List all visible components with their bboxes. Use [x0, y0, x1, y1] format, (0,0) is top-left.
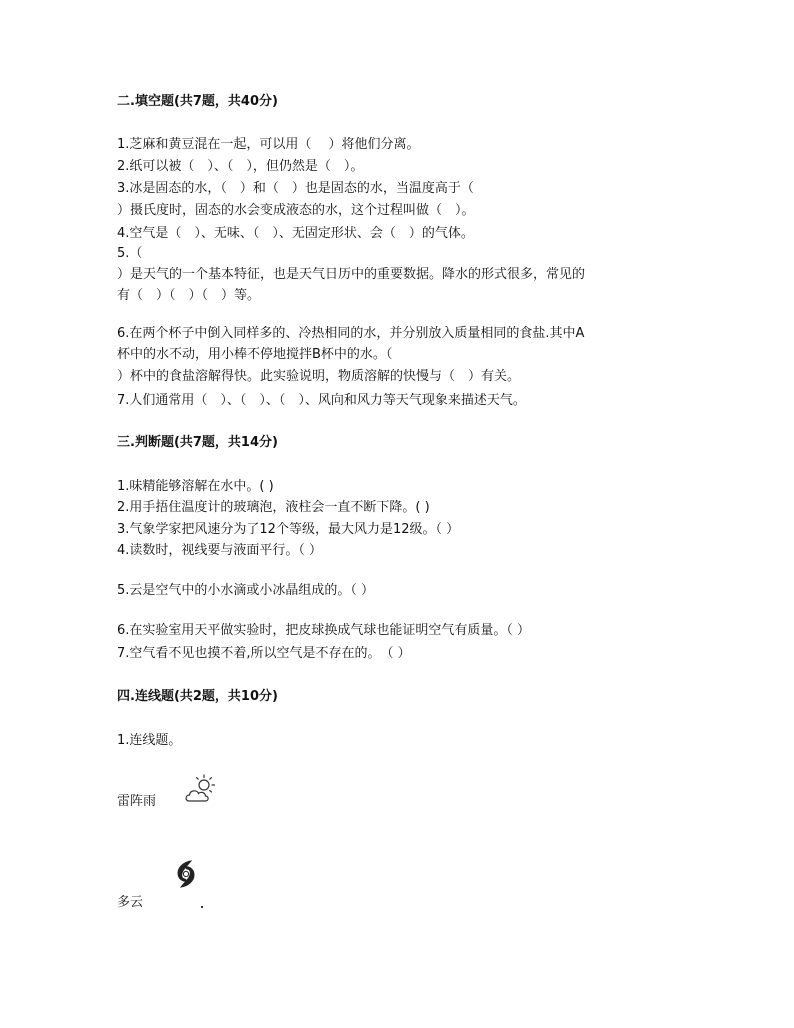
- fill-line-12: 7.人们通常用（ ）、（ ）、（ ）、风向和风力等天气现象来描述天气。: [117, 393, 526, 408]
- fill-line-9: 6.在两个杯子中倒入同样多的、冷热相同的水，并分别放入质量相同的食盐.其中A: [117, 326, 585, 341]
- section-match-heading: 四.连线题(共2题，共10分): [117, 689, 278, 704]
- section-fill-heading: 二.填空题(共7题，共40分): [117, 94, 278, 109]
- fill-line-7: ）是天气的一个基本特征，也是天气日历中的重要数据。降水的形式很多，常见的: [117, 267, 586, 282]
- judge-line-3: 3.气象学家把风速分为了12个等级，最大风力是12级。（ ）: [117, 522, 460, 537]
- judge-line-2: 2.用手捂住温度计的玻璃泡，液柱会一直不断下降。( ): [117, 500, 430, 515]
- section-judge-heading: 三.判断题(共7题，共14分): [117, 435, 278, 450]
- fill-line-3: 3.冰是固态的水，（ ）和（ ）也是固态的水，当温度高于（: [117, 181, 474, 196]
- judge-line-7: 7.空气看不见也摸不着,所以空气是不存在的。 （ ）: [117, 646, 411, 661]
- judge-line-5: 5.云是空气中的小水滴或小冰晶组成的。（ ）: [117, 583, 375, 598]
- judge-line-4: 4.读数时，视线要与液面平行。（ ）: [117, 543, 323, 558]
- typhoon-icon: [173, 859, 199, 889]
- judge-line-6: 6.在实验室用天平做实验时，把皮球换成气球也能证明空气有质量。（ ）: [117, 623, 531, 638]
- fill-line-2: 2.纸可以被（ ）、（ ），但仍然是（ ）。: [117, 159, 364, 174]
- fill-line-4: ）摄氏度时，固态的水会变成液态的水，这个过程叫做（ ）。: [117, 203, 475, 218]
- fill-line-11: ）杯中的食盐溶解得快。此实验说明，物质溶解的快慢与（ ）有关。: [117, 369, 521, 384]
- fill-line-1: 1.芝麻和黄豆混在一起，可以用（ ）将他们分离。: [117, 137, 420, 152]
- judge-line-1: 1.味精能够溶解在水中。( ): [117, 479, 274, 494]
- match-item-label: 雷阵雨: [117, 794, 157, 809]
- fill-line-5: 4.空气是（ ）、无味、（ ）、无固定形状、会（ ）的气体。: [117, 226, 474, 241]
- partly-cloudy-icon: [184, 774, 220, 806]
- stray-dot: [201, 906, 203, 908]
- match-item-label: 多云: [117, 895, 144, 910]
- fill-line-8: 有（ ）（ ）（ ）等。: [117, 288, 261, 303]
- match-question: 1.连线题。: [117, 733, 182, 748]
- fill-line-6: 5.（: [117, 246, 143, 261]
- fill-line-10: 杯中的水不动，用小棒不停地搅拌B杯中的水。（: [117, 347, 393, 362]
